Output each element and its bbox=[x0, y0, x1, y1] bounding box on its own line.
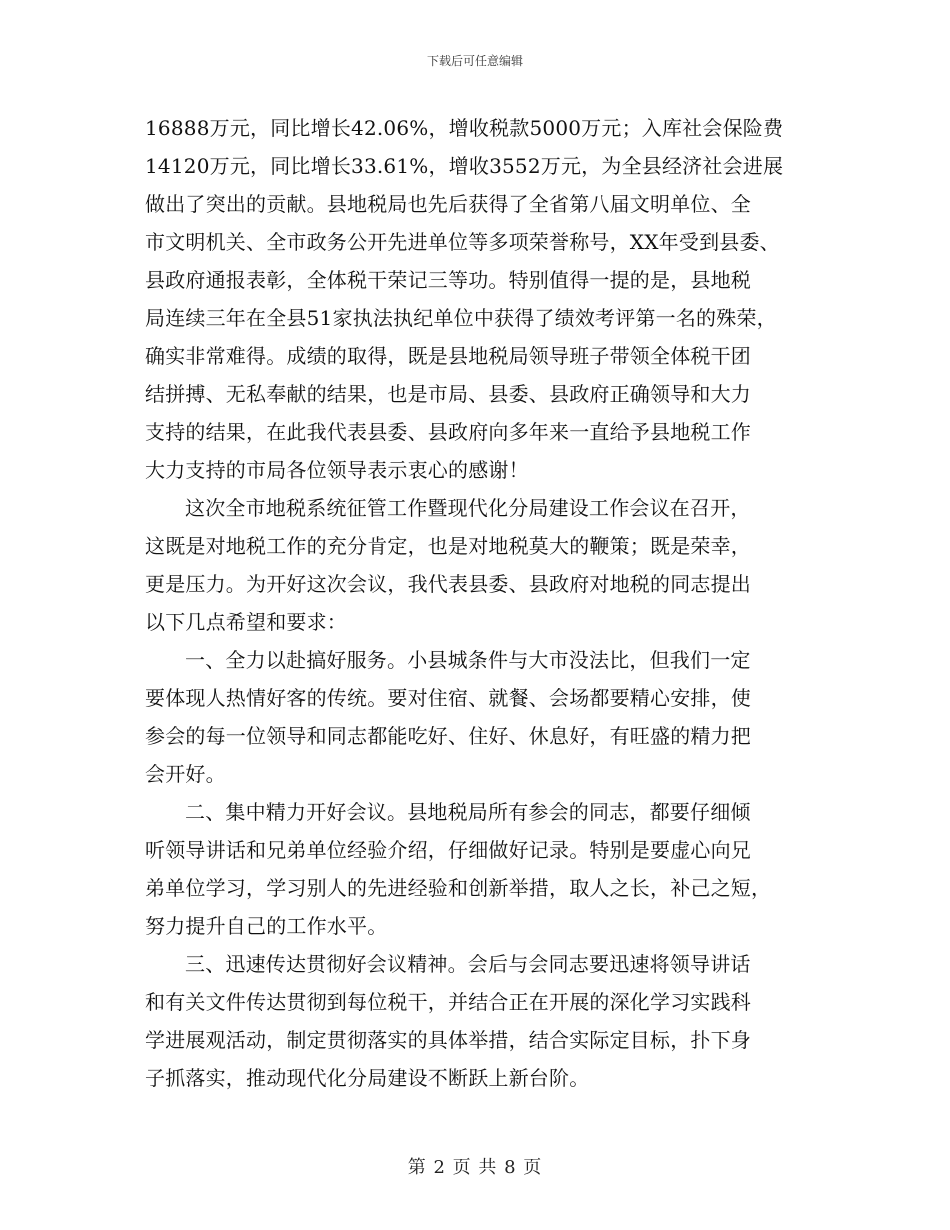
text-line: 弟单位学习，学习别人的先进经验和创新举措，取人之长，补己之短， bbox=[145, 876, 772, 900]
text-line: 努力提升自己的工作水平。 bbox=[145, 914, 388, 938]
header-note: 下载后可任意编辑 bbox=[426, 54, 523, 68]
text-line: 16888万元，同比增长42.06%，增收税款5000万元；入库社会保险费 bbox=[145, 116, 784, 140]
text-line: 要体现人热情好客的传统。要对住宿、就餐、会场都要精心安排，使 bbox=[145, 686, 751, 710]
text-line: 做出了突出的贡献。县地税局也先后获得了全省第八届文明单位、全 bbox=[145, 192, 751, 216]
text-line: 参会的每一位领导和同志都能吃好、住好、休息好，有旺盛的精力把 bbox=[145, 724, 751, 748]
text-line: 支持的结果，在此我代表县委、县政府向多年来一直给予县地税工作 bbox=[145, 420, 751, 444]
page-footer bbox=[0, 1153, 950, 1179]
text-line: 学进展观活动，制定贯彻落实的具体举措，结合实际定目标，扑下身 bbox=[145, 1028, 751, 1052]
text-line: 结拼搏、无私奉献的结果，也是市局、县委、县政府正确领导和大力 bbox=[145, 382, 751, 406]
text-line: 子抓落实，推动现代化分局建设不断跃上新台阶。 bbox=[145, 1066, 590, 1090]
text-line: 大力支持的市局各位领导表示衷心的感谢！ bbox=[145, 458, 529, 482]
page-header bbox=[0, 52, 950, 69]
text-line: 更是压力。为开好这次会议，我代表县委、县政府对地税的同志提出 bbox=[145, 572, 751, 596]
text-line: 这既是对地税工作的充分肯定，也是对地税莫大的鞭策；既是荣幸， bbox=[145, 534, 751, 558]
page-number: 第 2 页 共 8 页 bbox=[407, 1157, 543, 1178]
text-line: 14120万元，同比增长33.61%，增收3552万元，为全县经济社会进展 bbox=[145, 154, 784, 178]
text-line: 三、迅速传达贯彻好会议精神。会后与会同志要迅速将领导讲话 bbox=[185, 952, 751, 976]
text-line: 确实非常难得。成绩的取得，既是县地税局领导班子带领全体税干团 bbox=[145, 344, 751, 368]
text-line: 会开好。 bbox=[145, 762, 226, 786]
text-line: 县政府通报表彰，全体税干荣记三等功。特别值得一提的是，县地税 bbox=[145, 268, 751, 292]
text-line: 以下几点希望和要求： bbox=[145, 610, 347, 634]
text-line: 和有关文件传达贯彻到每位税干，并结合正在开展的深化学习实践科 bbox=[145, 990, 751, 1014]
text-line: 一、全力以赴搞好服务。小县城条件与大市没法比，但我们一定 bbox=[185, 648, 751, 672]
text-line: 二、集中精力开好会议。县地税局所有参会的同志，都要仔细倾 bbox=[185, 800, 751, 824]
text-line: 这次全市地税系统征管工作暨现代化分局建设工作会议在召开， bbox=[185, 496, 751, 520]
text-line: 局连续三年在全县51家执法执纪单位中获得了绩效考评第一名的殊荣， bbox=[145, 306, 777, 330]
text-line: 听领导讲话和兄弟单位经验介绍，仔细做好记录。特别是要虚心向兄 bbox=[145, 838, 751, 862]
text-line: 市文明机关、全市政务公开先进单位等多项荣誉称号，XX年受到县委、 bbox=[145, 230, 780, 254]
